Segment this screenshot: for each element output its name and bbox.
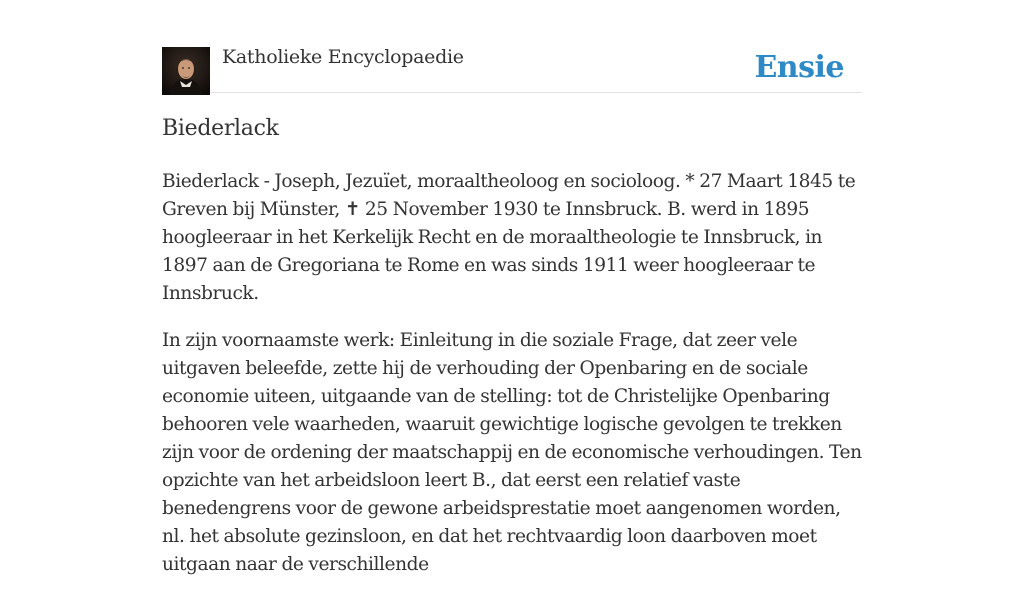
article-body [162, 168, 862, 598]
article-paragraph: In zijn voornaamste werk: Einleitung in die soziale Frage, dat zeer vele uitgaven beleefde, zette hij de verhouding der Openbaring en de sociale economie uiteen, uitgaande van de stelling: tot de Christelijke Openbaring behooren vele waarheden, waaruit gewichtige logische gevolgen te trekken zijn voor de ordening der maatschappij en de economische verhoudingen. Ten opzichte van het arbeidsloon leert B., dat eerst een relatief vaste benedengrens voor de gewone arbeidsprestatie moet aangenomen worden, nl. het absolute gezinsloon, en dat het rechtvaardig loon daarboven moet uitgaan naar de verschillende [162, 330, 862, 575]
article-title: Biederlack [162, 116, 279, 141]
brand-logo[interactable]: Ensie [754, 50, 844, 85]
portrait-avatar-icon[interactable] [162, 47, 210, 95]
source-title[interactable]: Katholieke Encyclopaedie [222, 46, 464, 68]
article-paragraph: Biederlack - Joseph, Jezuïet, moraaltheoloog en socioloog. * 27 Maart 1845 te Greven bij Münster, ✝ 25 November 1930 te Innsbruck. B. werd in 1895 hoogleeraar in het Kerkelijk Recht en de moraaltheologie te Innsbruck, in 1897 aan de Gregoriana te Rome en was sinds 1911 weer hoogleeraar te Innsbruck. [162, 171, 856, 304]
portrait-icon [162, 47, 210, 95]
site-header [162, 45, 862, 93]
